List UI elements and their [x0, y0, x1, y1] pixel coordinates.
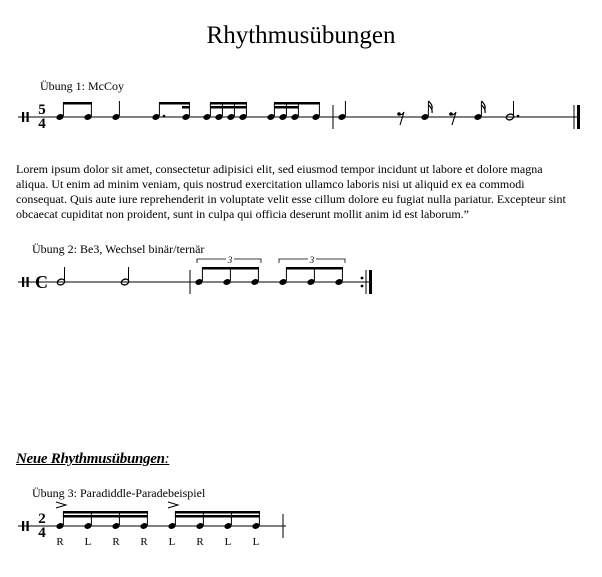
note-dotted-half: [505, 101, 519, 121]
note-quarter: [111, 101, 120, 121]
exercise-1-staff: [0, 95, 602, 140]
sticking-label: R: [112, 536, 120, 548]
section-heading: Neue Rhythmusübungen:: [16, 451, 170, 467]
note-half-2: [120, 267, 129, 286]
eighth-rest-2: [449, 112, 456, 125]
sticking-label: L: [84, 536, 92, 548]
exercise-3-label: Übung 3: Paradiddle-Paradebeispiel: [32, 486, 206, 500]
sticking-label: L: [252, 536, 260, 548]
note-sixteenth-2: [473, 101, 485, 121]
accent-mark: [56, 502, 66, 508]
body-paragraph: Lorem ipsum dolor sit amet, consectetur adipisici elit, sed eiusmod tempor incidunt ut labore et dolore magna aliqua. Ut enim ad minim veniam, quis nostrud exercitation ullamco laboris nisi ut aliquid ex ea commodi consequat. Quis aute iure reprehenderit in voluptate velit esse cillum dolore eu fugiat nulla pariatur. Excepteur sint obcaecat cupiditat non proident, sunt in culpa qui officia deserunt mollit anim id est laborum.”: [16, 162, 566, 221]
note-quarter-2: [337, 101, 346, 121]
page-title: Rhythmusübungen: [206, 22, 396, 49]
note-sixteenth: [420, 101, 432, 121]
sticking-label: R: [56, 536, 64, 548]
exercise-2-staff: [0, 255, 602, 300]
sticking-label: R: [140, 536, 148, 548]
accent-mark-2: [168, 502, 178, 508]
time-signature-top: 2: [38, 511, 46, 527]
tuplet-number-2: 3: [309, 255, 315, 265]
sticking-label: L: [224, 536, 232, 548]
note-group-dotted: [151, 102, 190, 121]
note-group-sixteenths: [202, 102, 247, 121]
exercise-2-label: Übung 2: Be3, Wechsel binär/ternär: [32, 242, 205, 256]
eighth-rest: [397, 112, 404, 125]
exercise-1-label: Übung 1: McCoy: [40, 79, 124, 93]
time-signature-top: 5: [38, 102, 46, 118]
sticking-label: R: [196, 536, 204, 548]
exercise-3-staff: [0, 500, 602, 550]
tuplet-number: 3: [227, 255, 233, 265]
time-signature-bottom: 4: [38, 525, 46, 541]
sticking-label: L: [168, 536, 176, 548]
sixteenth-group-1: [55, 511, 148, 530]
common-time-signature: C: [35, 272, 48, 292]
time-signature-bottom: 4: [38, 116, 46, 132]
note-group-mixed: [266, 102, 320, 121]
sixteenth-group-2: [167, 511, 260, 530]
note-half: [56, 267, 65, 286]
note-group-eighths: [55, 102, 92, 121]
